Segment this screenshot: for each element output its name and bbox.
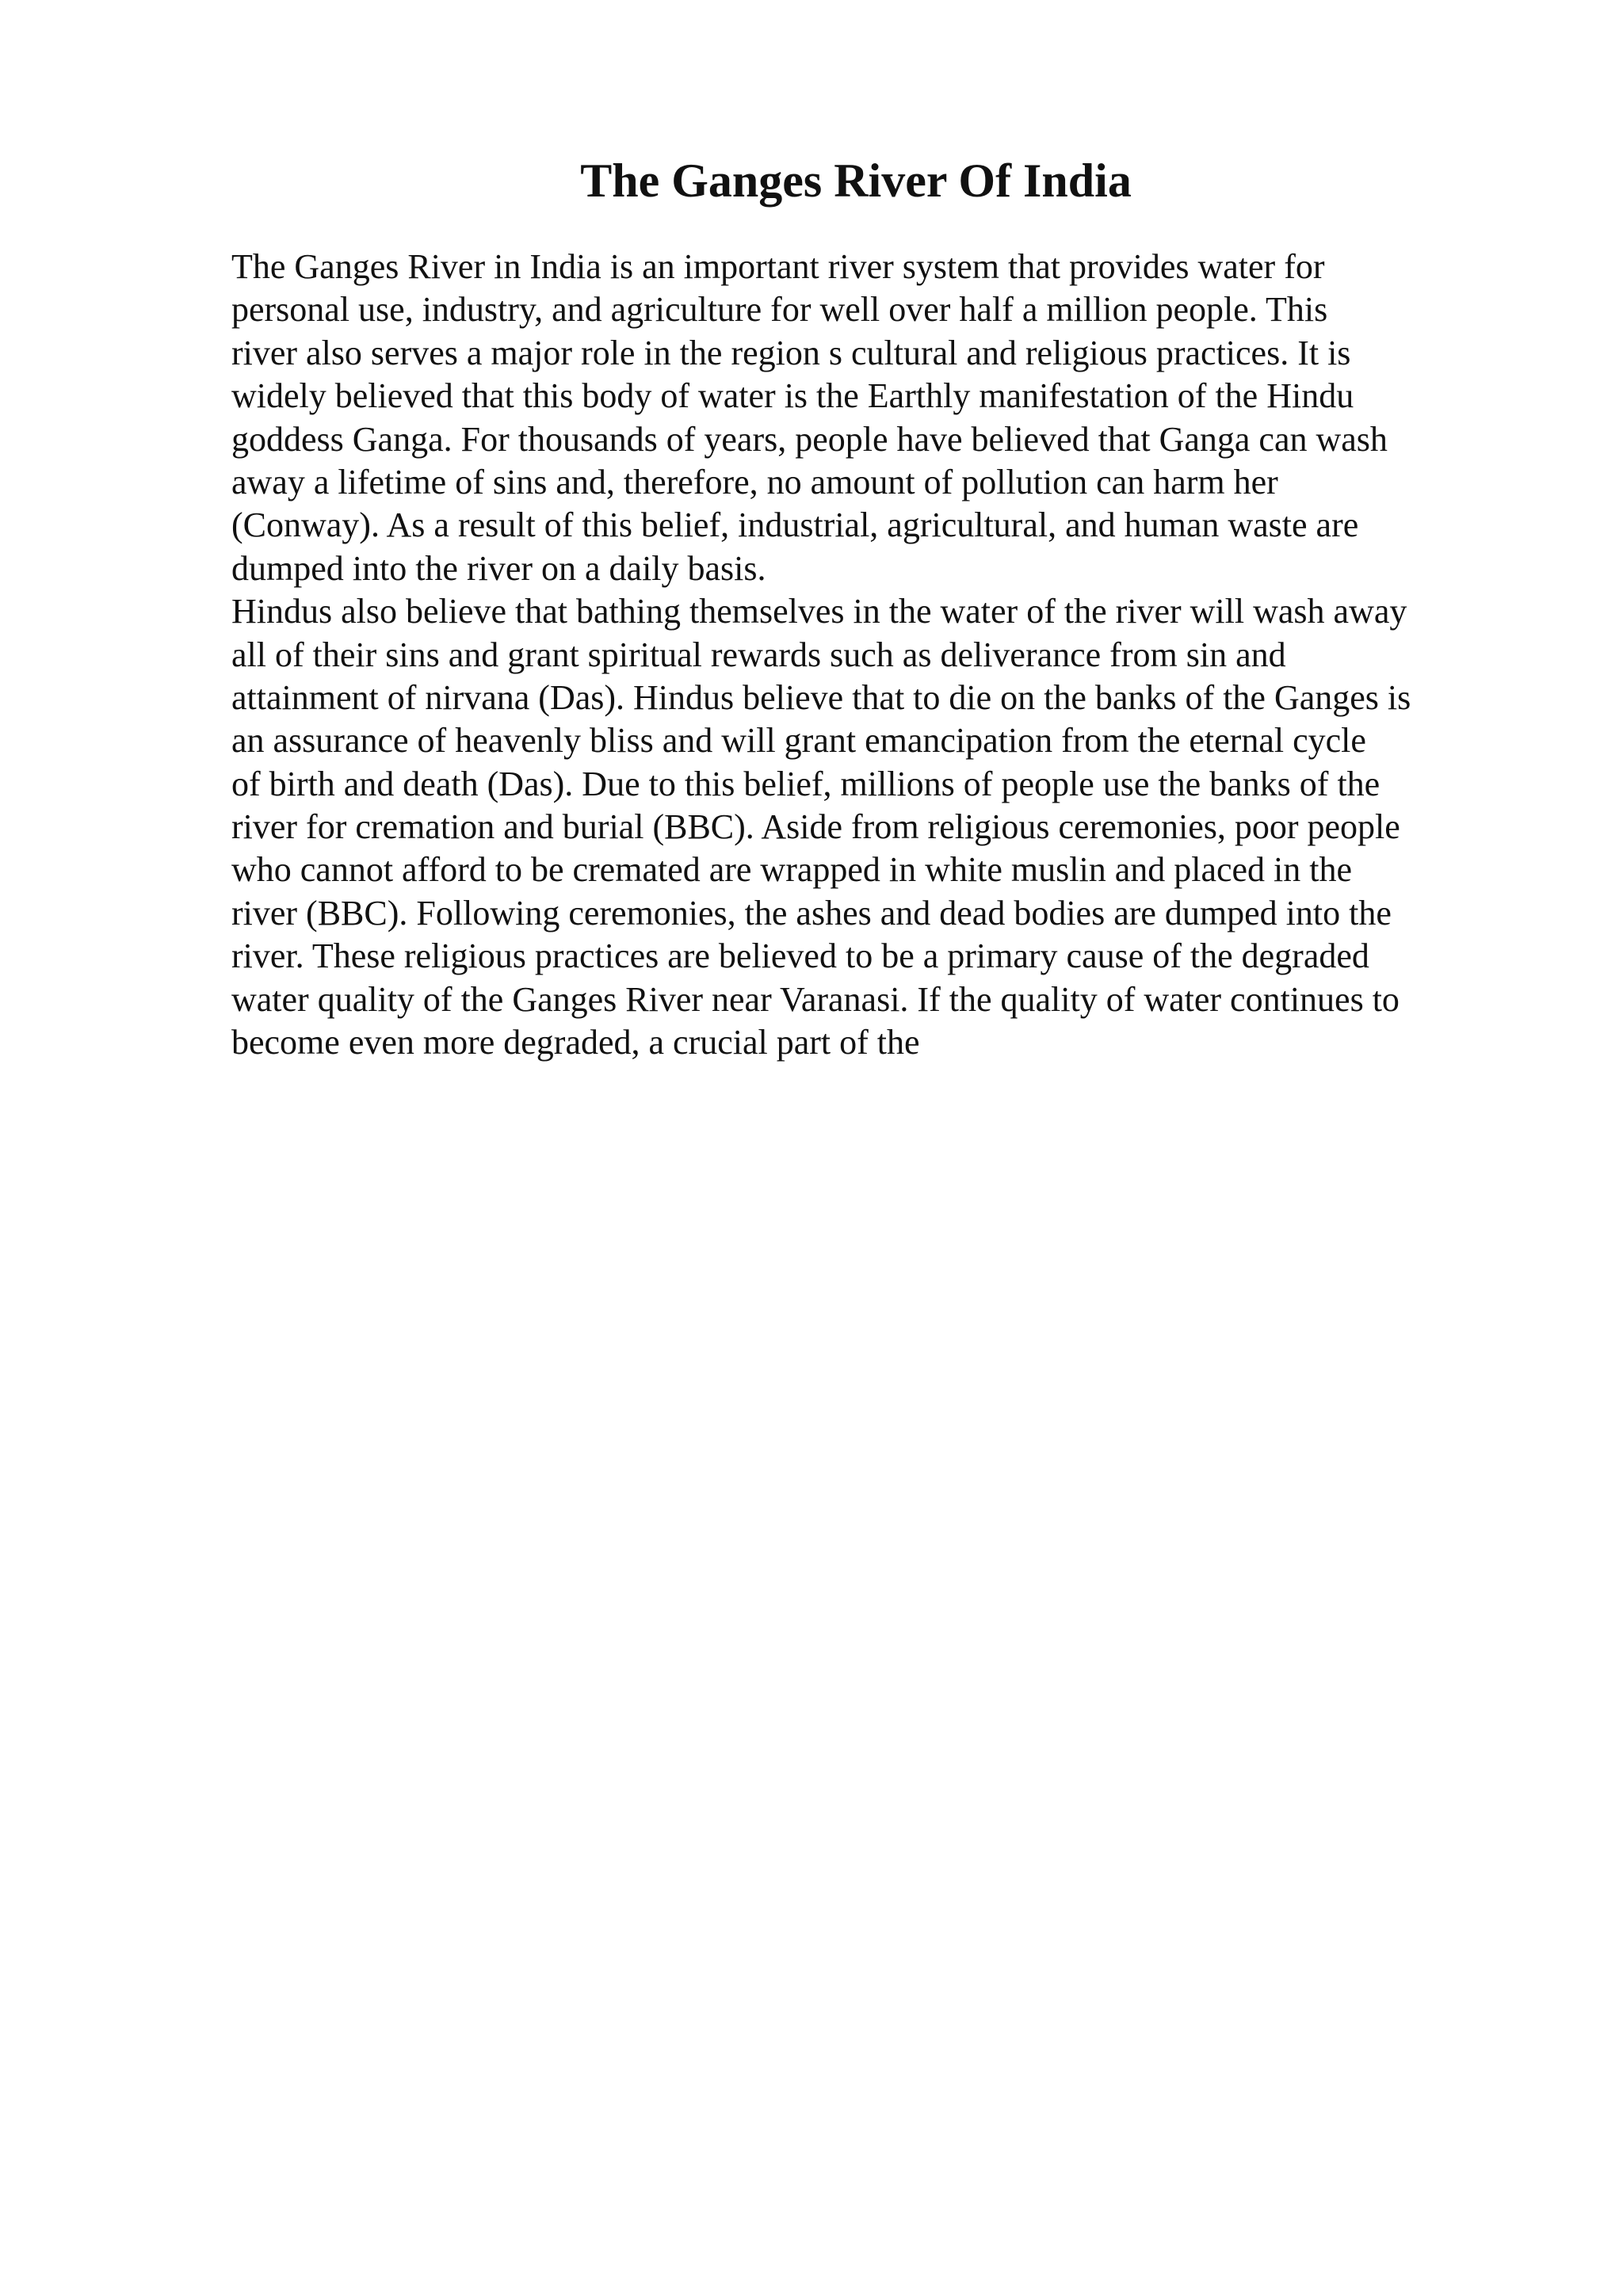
text-line: goddess Ganga. For thousands of years, people have believed that Ganga can wash bbox=[231, 419, 1388, 459]
text-line: river. These religious practices are believed to be a primary cause of the degraded bbox=[231, 936, 1369, 976]
document-title: The Ganges River Of India bbox=[580, 154, 1132, 207]
text-line: personal use, industry, and agriculture for well over half a million people. This bbox=[231, 290, 1328, 330]
text-line: The Ganges River in India is an important river system that provides water for bbox=[231, 247, 1325, 286]
text-line: Hindus also believe that bathing themselves in the water of the river will wash away bbox=[231, 592, 1407, 631]
text-line: river for cremation and burial (BBC). Aside from religious ceremonies, poor people bbox=[231, 807, 1400, 847]
text-line: who cannot afford to be cremated are wrapped in white muslin and placed in the bbox=[231, 850, 1353, 890]
text-line: (Conway). As a result of this belief, industrial, agricultural, and human waste are bbox=[231, 505, 1359, 545]
text-line: river also serves a major role in the region s cultural and religious practices. It is bbox=[231, 333, 1351, 372]
text-line: dumped into the river on a daily basis. bbox=[231, 548, 766, 588]
text-line: river (BBC). Following ceremonies, the ashes and dead bodies are dumped into the bbox=[231, 893, 1392, 933]
text-line: become even more degraded, a crucial part of the bbox=[231, 1023, 920, 1062]
document-body bbox=[231, 246, 1499, 1064]
text-line: of birth and death (Das). Due to this belief, millions of people use the banks of the bbox=[231, 764, 1381, 803]
text-line: an assurance of heavenly bliss and will grant emancipation from the eternal cycle bbox=[231, 721, 1366, 761]
text-line: water quality of the Ganges River near Varanasi. If the quality of water continues to bbox=[231, 979, 1400, 1019]
text-line: attainment of nirvana (Das). Hindus believe that to die on the banks of the Ganges is bbox=[231, 677, 1411, 717]
text-line: all of their sins and grant spiritual rewards such as deliverance from sin and bbox=[231, 635, 1286, 674]
text-line: widely believed that this body of water is the Earthly manifestation of the Hindu bbox=[231, 376, 1354, 416]
text-line: away a lifetime of sins and, therefore, no amount of pollution can harm her bbox=[231, 462, 1278, 502]
